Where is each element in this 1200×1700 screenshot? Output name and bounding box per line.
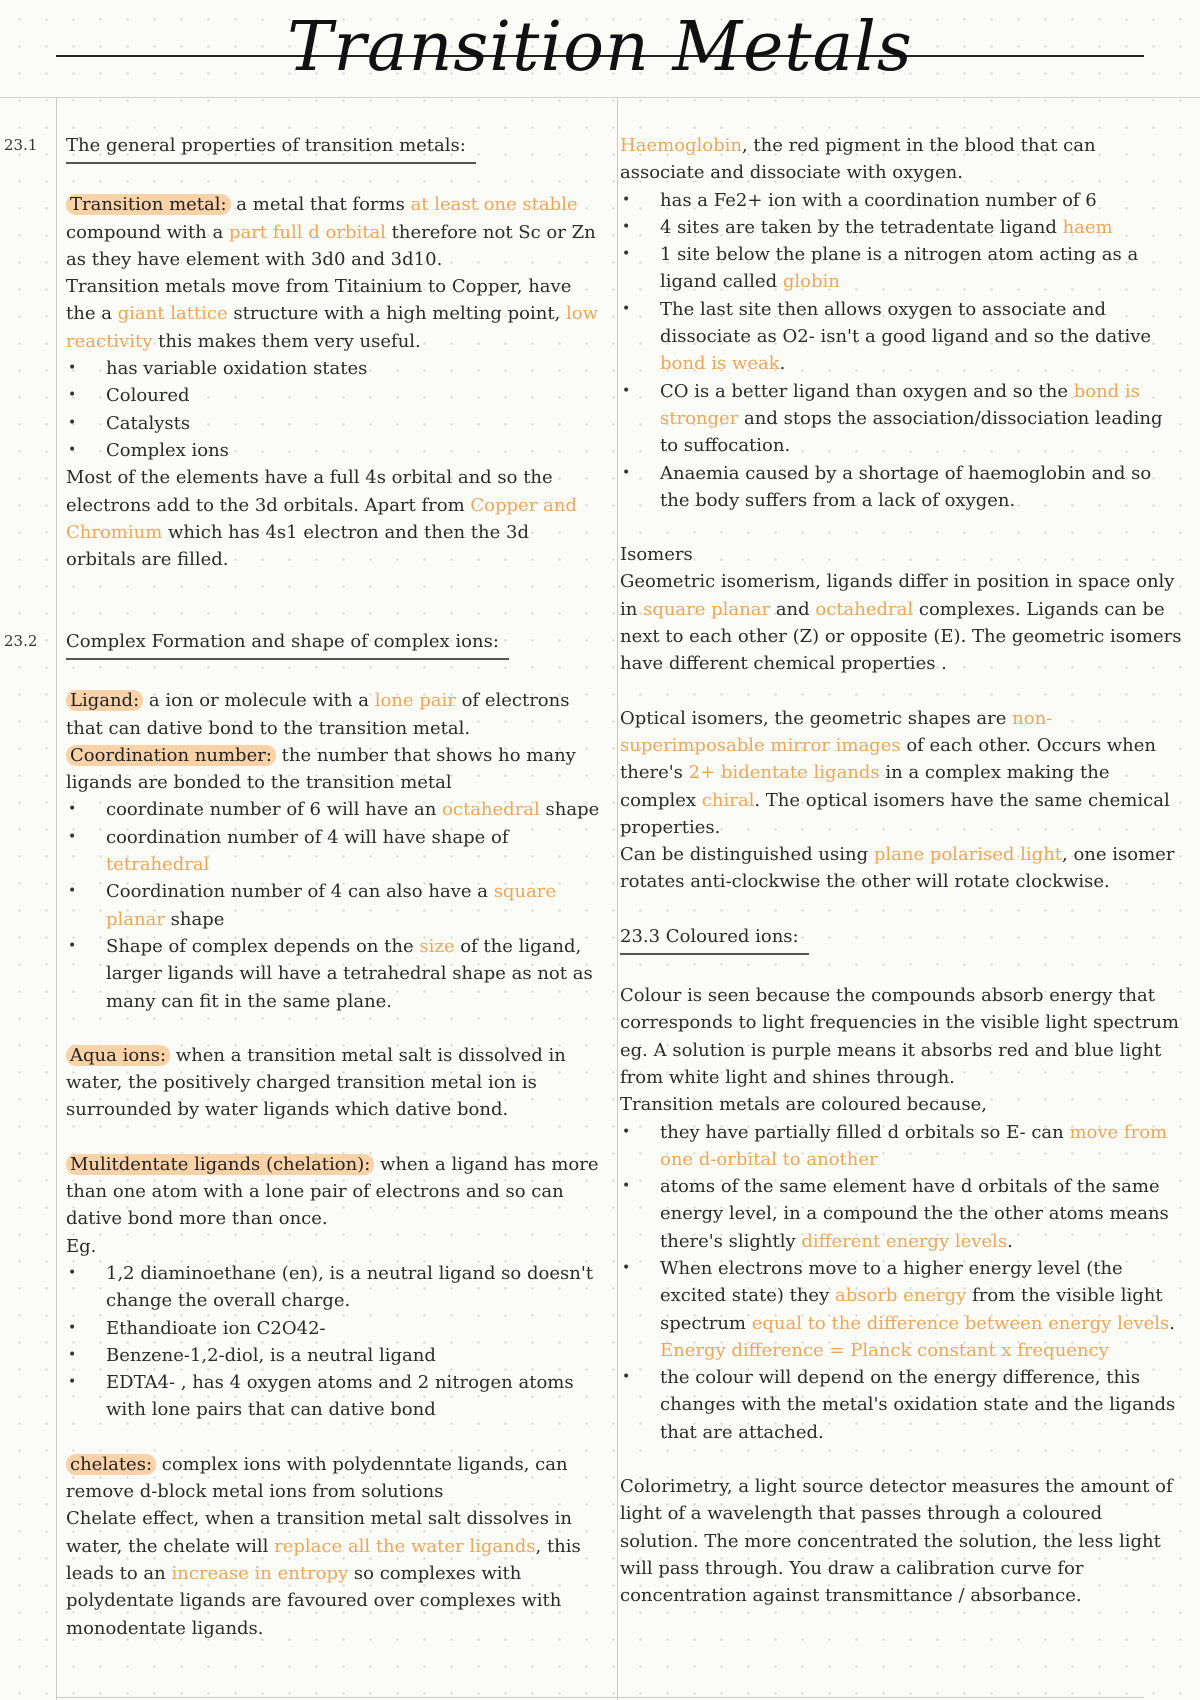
list-item: • 1 site below the plane is a nitrogen atom acting as a ligand called globin [620, 241, 1182, 296]
geometric-isomerism: Geometric isomerism, ligands differ in position in space only in square planar and octahedral complexes. Ligands can be next to each other (Z) or opposite (E). The geometric isomers have different chemical properties . [620, 571, 1182, 675]
list-item: • When electrons move to a higher energy level (the excited state) they absorb energy from the visible light spectrum equal to the difference between energy levels. Energy difference = Planck constant x frequency [620, 1255, 1182, 1364]
section-23-2 [66, 628, 604, 1642]
column-divider [617, 98, 618, 1700]
chelates-definition: chelates: complex ions with polydenntate ligands, can remove d-block metal ions from solutions [66, 1453, 568, 1503]
section-heading-23-3: 23.3 Coloured ions: [620, 923, 809, 955]
list-item: • Catalysts [66, 410, 604, 437]
list-item: • atoms of the same element have d orbitals of the same energy level, in a compound the the other atoms means there's slightly different energy levels. [620, 1173, 1182, 1255]
term-highlight: chelates: [66, 1454, 156, 1475]
term-highlight: Ligand: [66, 690, 143, 711]
list-item: • coordination number of 4 will have shape of tetrahedral [66, 824, 604, 879]
term-highlight: Aqua ions: [66, 1045, 170, 1066]
haemoglobin-intro: Haemoglobin, the red pigment in the blood that can associate and dissociate with oxygen. [620, 135, 1096, 184]
colour-paragraph: Colour is seen because the compounds absorb energy that corresponds to light frequencies in the visible light spectrum eg. A solution is purple means it absorbs red and blue light from white light and shines through. [620, 985, 1179, 1088]
left-margin-line [56, 98, 57, 1700]
list-item: • Shape of complex depends on the size of the ligand, larger ligands will have a tetrahedral shape as not as many can fit in the same plane. [66, 933, 604, 1015]
list-item: • CO is a better ligand than oxygen and so the bond is stronger and stops the association/dissociation leading to suffocation. [620, 378, 1182, 460]
section-number-23-2: 23.2 [4, 632, 38, 650]
list-item: • has variable oxidation states [66, 355, 604, 382]
list-item: • 4 sites are taken by the tetradentate ligand haem [620, 214, 1182, 241]
list-item: • has a Fe2+ ion with a coordination number of 6 [620, 187, 1182, 214]
colour-reason-intro: Transition metals are coloured because, [620, 1094, 987, 1116]
list-item: • Benzene-1,2-diol, is a neutral ligand [66, 1342, 604, 1369]
page-title: Transition Metals [287, 8, 913, 87]
colorimetry-paragraph: Colorimetry, a light source detector measures the amount of light of a wavelength that passes through a coloured solution. The more concentrated the solution, the less light will pass through. You draw a calibration curve for concentration against transmittance / absorbance. [620, 1476, 1173, 1607]
section-heading: Complex Formation and shape of complex ions: [66, 628, 509, 660]
list-item: • the colour will depend on the energy difference, this changes with the metal's oxidation state and the ligands that are attached. [620, 1364, 1182, 1446]
optical-isomers: Optical isomers, the geometric shapes are non-superimposable mirror images of each other. Occurs when there's 2+ bidentate ligands in a complex making the complex chiral. The optical isomers have the same chemical properties. [620, 707, 1170, 838]
list-item: • Anaemia caused by a shortage of haemoglobin and so the body suffers from a lack of oxygen. [620, 460, 1182, 515]
term-highlight: Coordination number: [66, 745, 276, 766]
term-highlight: Mulitdentate ligands (chelation): [66, 1154, 374, 1175]
list-item: • coordinate number of 6 will have an octahedral shape [66, 796, 604, 823]
eg-label: Eg. [66, 1235, 97, 1257]
term-highlight: Transition metal: [66, 194, 231, 215]
section-23-1 [66, 132, 604, 573]
paragraph: Most of the elements have a full 4s orbital and so the electrons add to the 3d orbitals. Apart from Copper and Chromium which has 4s1 electron and then the 3d orbitals are filled. [66, 467, 577, 571]
examples-list [66, 1260, 604, 1424]
list-item: • Coloured [66, 382, 604, 409]
list-item: • 1,2 diaminoethane (en), is a neutral ligand so doesn't change the overall charge. [66, 1260, 604, 1315]
multidentate-definition: Mulitdentate ligands (chelation): when a ligand has more than one atom with a lone pair of electrons and so can dative bond more than once. [66, 1153, 599, 1230]
list-item: • Complex ions [66, 437, 604, 464]
haemoglobin-list [620, 187, 1182, 515]
chelate-effect: Chelate effect, when a transition metal salt dissolves in water, the chelate will replace all the water ligands, this leads to an increase in entropy so complexes with polydentate ligands are favoured over complexes with monodentate ligands. [66, 1508, 581, 1639]
energy-equation: Energy difference = Planck constant x frequency [660, 1339, 1109, 1361]
coordination-number-definition: Coordination number: the number that shows ho many ligands are bonded to the transition metal [66, 744, 576, 794]
list-item: • The last site then allows oxygen to associate and dissociate as O2- isn't a good ligand and so the dative bond is weak. [620, 296, 1182, 378]
properties-list [66, 355, 604, 464]
isomers-heading: Isomers [620, 544, 693, 566]
aqua-ions-definition: Aqua ions: when a transition metal salt is dissolved in water, the positively charged transition metal ion is surrounded by water ligands which dative bond. [66, 1044, 566, 1121]
bottom-rule [56, 1697, 1144, 1698]
list-item: • EDTA4- , has 4 oxygen atoms and 2 nitrogen atoms with lone pairs that can dative bond [66, 1369, 604, 1424]
list-item: • Ethandioate ion C2O42- [66, 1315, 604, 1342]
distinguish-isomers: Can be distinguished using plane polarised light, one isomer rotates anti-clockwise the other will rotate clockwise. [620, 844, 1175, 893]
section-number-23-1: 23.1 [4, 136, 38, 154]
right-column [620, 132, 1182, 1610]
shape-list [66, 796, 604, 1014]
colour-reasons-list [620, 1119, 1182, 1447]
list-item: • Coordination number of 4 can also have a square planar shape [66, 878, 604, 933]
section-heading: The general properties of transition metals: [66, 132, 476, 164]
transition-metal-definition: Transition metal: a metal that forms at least one stable compound with a part full d orbital therefore not Sc or Zn as they have element with 3d0 and 3d10. [66, 194, 596, 270]
header-divider [0, 97, 1200, 98]
ligand-definition: Ligand: a ion or molecule with a lone pair of electrons that can dative bond to the transition metal. [66, 690, 570, 739]
list-item: • they have partially filled d orbitals so E- can move from one d-orbital to another [620, 1119, 1182, 1174]
paragraph: Transition metals move from Titainium to Copper, have the a giant lattice structure with a high melting point, low reactivity this makes them very useful. [66, 276, 599, 352]
